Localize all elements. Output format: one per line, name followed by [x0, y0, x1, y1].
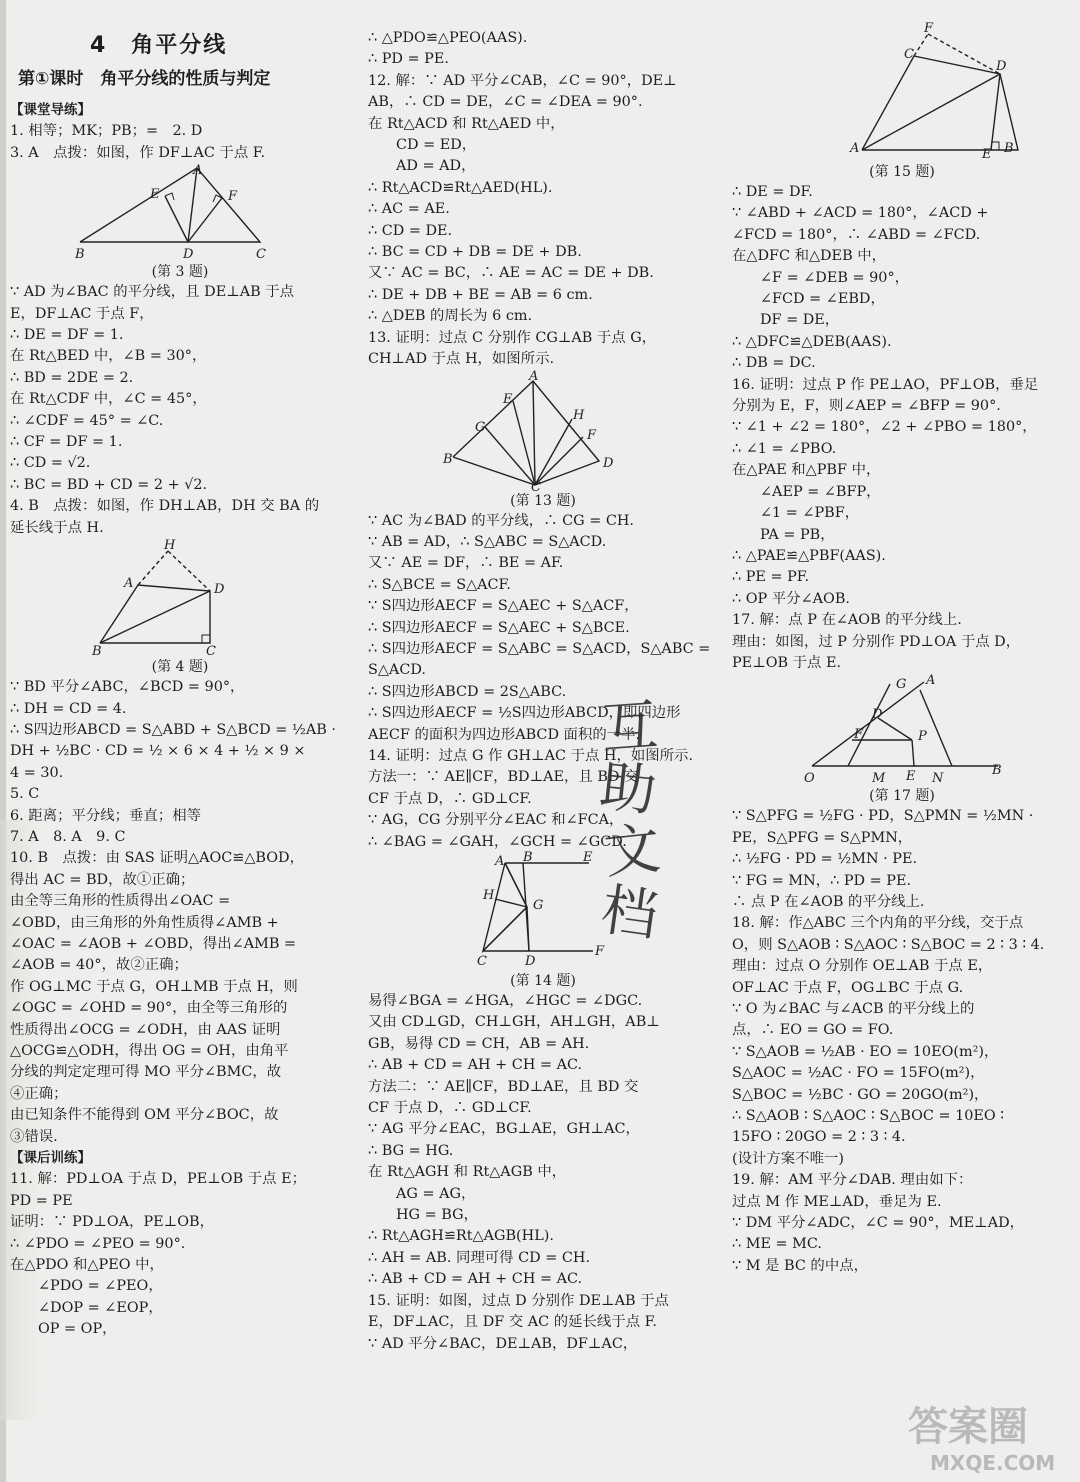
- answer-line: ∴ AC = AE.: [368, 201, 450, 218]
- fig-label: G: [896, 677, 907, 693]
- answer-line: 15. 证明：如图，过点 D 分别作 DE⊥AB 于点: [368, 1292, 669, 1309]
- answers-block: [732, 806, 1072, 1277]
- answer-line: 分线的判定定理可得 MO 平分∠BMC，故: [10, 1064, 282, 1081]
- fig-label: E: [982, 147, 992, 162]
- handwriting-char: 助: [596, 754, 660, 825]
- answer-line: ∵ M 是 BC 的中点，: [732, 1257, 868, 1274]
- fig-label: D: [872, 707, 883, 723]
- answer-line: ∴ ½FG · PD = ½MN · PE.: [732, 851, 918, 868]
- answer-line: ∴ S四边形ABCD = S△ABD + S△BCD = ½AB ·: [10, 721, 336, 738]
- answer-line: ∠OGC = ∠OHD = 90°，由全等三角形的: [10, 1000, 288, 1017]
- fig-label: B: [443, 451, 453, 467]
- answer-line: PA = PB，: [760, 526, 835, 543]
- answer-line: DH + ½BC · CD = ½ × 6 × 4 + ½ × 9 ×: [10, 743, 306, 760]
- answer-line: ∴ △DEB 的周长为 6 cm.: [368, 308, 533, 325]
- answer-line: ∴ S△AOB ∶ S△AOC ∶ S△BOC = 10EO ∶: [732, 1108, 1005, 1125]
- answer-line: ∠PDO = ∠PEO，: [38, 1278, 163, 1295]
- fig-label: F: [587, 427, 597, 443]
- fig-label: A: [529, 368, 539, 384]
- fig-label: E: [583, 850, 593, 865]
- answer-line: ∴ PD = PE.: [368, 51, 449, 68]
- answer-line: CD = ED，: [396, 137, 477, 154]
- answer-line: 17. 解：点 P 在∠AOB 的平分线上.: [732, 612, 962, 629]
- answer-line: 1. 相等；MK；PB；= 2. D: [10, 123, 203, 140]
- answer-line: 6. 距离；平分线；垂直；相等: [10, 807, 201, 824]
- answer-line: ∴ ME = MC.: [732, 1236, 822, 1253]
- fig-label: B: [523, 850, 533, 865]
- figure-caption: (第 17 题): [869, 788, 935, 805]
- answer-line: ∠FCD = 180°，∴ ∠ABD = ∠FCD.: [732, 226, 981, 243]
- fig-label: D: [525, 954, 536, 969]
- fig-label: D: [996, 59, 1007, 74]
- fig-label: A: [495, 854, 505, 869]
- fig-label: H: [164, 538, 176, 554]
- answer-line: 得出 AC = BD，故①正确；: [10, 871, 195, 888]
- answer-line: PD = PE: [10, 1192, 73, 1209]
- answer-line: ∴ S四边形AECF = ½S四边形ABCD，即四边形: [368, 705, 681, 722]
- column-right: [732, 20, 1072, 1277]
- answer-line: ∴ △PAE≌△PBF(AAS).: [732, 547, 886, 564]
- fig-label: C: [531, 479, 541, 495]
- answer-line: ∵ S四边形AECF = S△AEC + S△ACF，: [368, 598, 639, 615]
- answer-line: AB，∴ CD = DE，∠C = ∠DEA = 90°.: [368, 94, 643, 111]
- answer-line: AD = AD，: [396, 158, 476, 175]
- answer-line: 12. 解：∵ AD 平分∠CAB，∠C = 90°，DE⊥: [368, 72, 677, 89]
- fig-label: C: [477, 954, 487, 969]
- answer-line: 15FO ∶ 20GO = 2 ∶ 3 ∶ 4.: [732, 1129, 906, 1146]
- answer-line: 19. 解：AM 平分∠DAB. 理由如下：: [732, 1172, 973, 1189]
- answer-line: 10. B 点拨：由 SAS 证明△AOC≌△BOD，: [10, 850, 304, 867]
- answer-line: ∵ AD 平分∠BAC，DE⊥AB，DF⊥AC，: [368, 1335, 638, 1352]
- answers-block: [732, 182, 1072, 674]
- figure-3: [10, 164, 350, 282]
- figure-caption: (第 13 题): [510, 492, 576, 509]
- answers-block: [10, 1169, 350, 1340]
- answer-line: 理由：如图，过 P 分别作 PD⊥OA 于点 D，: [732, 633, 1021, 650]
- answer-line: ③错误.: [10, 1128, 58, 1145]
- answer-line: ∴ ∠BAG = ∠GAH，∠GCH = ∠GCD.: [368, 833, 627, 850]
- answer-line: 方法二：∵ AE∥CF，BD⊥AE，且 BD 交: [368, 1078, 639, 1095]
- answer-line: ∴ Rt△ACD≌Rt△AED(HL).: [368, 179, 553, 196]
- answer-line: 5. C: [10, 786, 40, 803]
- answer-line: DF = DE，: [760, 312, 840, 329]
- answer-line: ∴ S四边形AECF = S△ABC = S△ACD，S△ABC =: [368, 640, 711, 657]
- answer-line: 4. B 点拨：如图，作 DH⊥AB，DH 交 BA 的: [10, 498, 320, 515]
- fig-label: F: [595, 944, 605, 959]
- fig-label: N: [932, 771, 944, 787]
- answer-line: 在 Rt△AGH 和 Rt△AGB 中，: [368, 1164, 567, 1181]
- answer-line: ∴ △DFC≌△DEB(AAS).: [732, 333, 892, 350]
- answer-line: ∴ PE = PF.: [732, 569, 810, 586]
- answer-line: ∴ 点 P 在∠AOB 的平分线上.: [732, 893, 925, 910]
- fig-label: C: [206, 644, 216, 660]
- answer-line: ∴ S△BCE = S△ACF.: [368, 576, 511, 593]
- answer-line: ∵ AB = AD，∴ S△ABC = S△ACD.: [368, 533, 607, 550]
- lesson-title: 第①课时 角平分线的性质与判定: [18, 69, 271, 89]
- answer-line: (设计方案不唯一): [732, 1150, 844, 1167]
- fig-label: O: [804, 771, 815, 787]
- figure-caption: (第 14 题): [510, 973, 576, 989]
- answer-line: ∵ ∠ABD + ∠ACD = 180°，∠ACD +: [732, 205, 989, 222]
- answer-line: ∵ O 为∠BAC 与∠ACB 的平分线上的: [732, 1001, 975, 1017]
- fig-label: A: [124, 576, 134, 592]
- fig-label: D: [183, 247, 194, 263]
- answer-line: ∵ AG，CG 分别平分∠EAC 和∠FCA，: [368, 812, 624, 829]
- figure-caption: (第 4 题): [151, 659, 209, 676]
- answers-block: [368, 28, 718, 371]
- section-heading-classwork: 【课堂导练】: [10, 102, 91, 118]
- answer-line: ∠FCD = ∠EBD，: [760, 291, 885, 308]
- fig-label: E: [503, 391, 513, 407]
- answer-line: AECF 的面积为四边形ABCD 面积的一半.: [368, 726, 641, 743]
- watermark-url: MXQE.COM: [930, 1451, 1056, 1475]
- answer-line: 由全等三角形的性质得出∠OAC =: [10, 893, 231, 910]
- answer-line: 作 OG⊥MC 于点 G，OH⊥MB 于点 H，则: [10, 978, 298, 995]
- answer-line: ∴ ∠CDF = 45° = ∠C.: [10, 412, 164, 429]
- answer-line: ∠OBD，由三角形的外角性质得∠AMB +: [10, 914, 279, 931]
- answer-line: 理由：过点 O 分别作 OE⊥AB 于点 E，: [732, 958, 993, 975]
- fig-label: F: [228, 189, 238, 205]
- column-left: [10, 100, 350, 1341]
- answer-line: ∵ S△PFG = ½FG · PD，S△PMN = ½MN ·: [732, 808, 1034, 825]
- answer-line: 方法一：∵ AE∥CF，BD⊥AE，且 BD 交: [368, 769, 639, 786]
- fig-label: A: [193, 163, 203, 179]
- answer-line: ∴ DE = DF = 1.: [10, 327, 124, 344]
- answer-line: 又∵ AC = BC，∴ AE = AC = DE + DB.: [368, 265, 654, 282]
- figure-4: [10, 539, 350, 677]
- fig-label: B: [1004, 141, 1014, 156]
- answer-line: ∠DOP = ∠EOP，: [38, 1299, 163, 1316]
- answer-line: 证明：∵ PD⊥OA，PE⊥OB，: [10, 1214, 214, 1231]
- section-title: 4 角平分线: [90, 33, 228, 58]
- answer-line: ∴ ∠PDO = ∠PEO = 90°.: [10, 1235, 186, 1252]
- answer-line: ∴ CD = DE.: [368, 222, 453, 239]
- answer-line: 14. 证明：过点 G 作 GH⊥AC 于点 H，如图所示.: [368, 747, 694, 764]
- answer-line: CF 于点 D，∴ GD⊥CF.: [368, 1100, 532, 1117]
- figure-caption: (第 3 题): [151, 264, 209, 281]
- answer-line: ∴ ∠1 = ∠PBO.: [732, 440, 837, 457]
- answer-line: ∵ S△AOB = ½AB · EO = 10EO(m²)，: [732, 1043, 999, 1060]
- answer-line: 过点 M 作 ME⊥AD，垂足为 E.: [732, 1193, 942, 1210]
- answer-line: ④正确；: [10, 1085, 68, 1102]
- answers-block: [10, 121, 350, 164]
- answer-line: 18. 解：作△ABC 三个内角的平分线，交于点: [732, 915, 1024, 932]
- answer-line: 11. 解：PD⊥OA 于点 D，PE⊥OB 于点 E；: [10, 1171, 306, 1188]
- answer-line: ∵ BD 平分∠ABC，∠BCD = 90°，: [10, 679, 245, 696]
- fig-label: E: [906, 769, 916, 785]
- figure-15: [732, 20, 1072, 182]
- answer-line: S△BOC = ½BC · GO = 20GO(m²)，: [732, 1086, 989, 1103]
- answer-line: PE，S△PFG = S△PMN，: [732, 829, 913, 846]
- handwriting-char: 档: [597, 877, 662, 950]
- figure-13: [368, 368, 718, 511]
- answer-line: ∴ Rt△AGH≌Rt△AGB(HL).: [368, 1228, 554, 1245]
- answer-line: 易得∠BGA = ∠HGA，∠HGC = ∠DGC.: [368, 993, 643, 1009]
- answer-line: 在△PDO 和△PEO 中，: [10, 1257, 164, 1274]
- fig-label: F: [854, 727, 864, 743]
- answer-line: ∠F = ∠DEB = 90°，: [760, 269, 910, 286]
- answer-line: 又由 CD⊥GD，CH⊥GH，AH⊥GH，AB⊥: [368, 1014, 660, 1031]
- answer-line: ∴ △PDO≌△PEO(AAS).: [368, 30, 528, 46]
- answer-line: ∴ AB + CD = AH + CH = AC.: [368, 1271, 583, 1288]
- answer-line: ∴ OP 平分∠AOB.: [732, 590, 850, 607]
- answer-line: S△AOC = ½AC · FO = 15FO(m²)，: [732, 1065, 985, 1082]
- fig-label: C: [256, 247, 266, 263]
- answer-line: △OCG≌△ODH，得出 OG = OH，由角平: [10, 1043, 289, 1059]
- answer-line: ∴ DB = DC.: [732, 355, 816, 372]
- answer-line: O，则 S△AOB ∶ S△AOC ∶ S△BOC = 2 ∶ 3 ∶ 4.: [732, 936, 1045, 953]
- figure-17: [732, 674, 1072, 806]
- answer-line: AG = AG，: [396, 1185, 476, 1202]
- answer-line: ∴ DH = CD = 4.: [10, 700, 127, 717]
- answer-line: ∴ BC = CD + DB = DE + DB.: [368, 244, 582, 261]
- answer-line: 13. 证明：过点 C 分别作 CG⊥AB 于点 G，: [368, 329, 657, 346]
- answer-line: E，DF⊥AC，且 DF 交 AC 的延长线于点 F.: [368, 1314, 657, 1331]
- answer-line: 在△PAE 和△PBF 中，: [732, 462, 881, 479]
- fig-label: B: [992, 763, 1002, 779]
- fig-label: P: [918, 729, 927, 745]
- answer-line: ∵ DM 平分∠ADC，∠C = 90°，ME⊥AD，: [732, 1215, 1025, 1232]
- answers-block: [10, 282, 350, 539]
- answer-line: 16. 证明：过点 P 作 PE⊥AO，PF⊥OB，垂足: [732, 376, 1039, 393]
- fig-label: A: [850, 141, 860, 156]
- answer-line: 在 Rt△CDF 中，∠C = 45°，: [10, 391, 207, 408]
- answer-line: 又∵ AE = DF，∴ BE = AF.: [368, 555, 564, 572]
- answer-line: OF⊥AC 于点 F，OG⊥BC 于点 G.: [732, 979, 964, 996]
- answer-line: ∠AOB = 40°，故②正确；: [10, 957, 188, 974]
- fig-label: A: [926, 673, 936, 689]
- answer-line: GB，易得 CD = CH，AB = AH.: [368, 1035, 590, 1052]
- answer-line: 在△DFC 和△DEB 中，: [732, 248, 886, 265]
- fig-label: F: [924, 21, 934, 36]
- answer-line: ∴ CF = DF = 1.: [10, 434, 123, 451]
- answer-line: S△ACD.: [368, 662, 426, 679]
- answers-block: [368, 991, 718, 1355]
- answer-line: PE⊥OB 于点 E.: [732, 654, 842, 671]
- section-heading-homework: 【课后训练】: [10, 1150, 91, 1167]
- answer-line: ∵ AC 为∠BAD 的平分线，∴ CG = CH.: [368, 512, 635, 529]
- answer-line: ∴ AB + CD = AH + CH = AC.: [368, 1057, 583, 1074]
- fig-label: G: [533, 898, 544, 913]
- watermark-title: 答案圈: [908, 1404, 1028, 1450]
- answer-line: CF 于点 D，∴ GD⊥CF.: [368, 790, 532, 807]
- answer-line: ∴ S四边形ABCD = 2S△ABC.: [368, 683, 567, 700]
- handwriting-char: 互: [599, 693, 661, 762]
- answer-line: 由已知条件不能得到 OM 平分∠BOC，故: [10, 1107, 279, 1124]
- figure-caption: (第 15 题): [869, 164, 935, 180]
- fig-label: D: [603, 455, 614, 471]
- answer-line: ∵ ∠1 + ∠2 = 180°，∠2 + ∠PBO = 180°，: [732, 419, 1037, 436]
- fig-label: M: [872, 771, 886, 787]
- answer-line: ∴ CD = √2.: [10, 455, 91, 472]
- fig-label: C: [904, 47, 914, 62]
- fig-label: E: [150, 187, 160, 203]
- answer-line: OP = OP，: [38, 1321, 117, 1338]
- answer-line: 7. A 8. A 9. C: [10, 828, 126, 845]
- answer-line: 分别为 E，F，则∠AEP = ∠BFP = 90°.: [732, 398, 1001, 415]
- answer-line: ∴ DE + DB + BE = AB = 6 cm.: [368, 286, 593, 303]
- fig-label: B: [75, 247, 85, 263]
- answer-line: ∴ S四边形AECF = S△AEC + S△BCE.: [368, 619, 630, 636]
- answer-line: ∠AEP = ∠BFP，: [760, 483, 881, 500]
- answer-line: E，DF⊥AC 于点 F，: [10, 305, 154, 322]
- answer-line: ∴ DE = DF.: [732, 184, 813, 200]
- answer-line: ∠OAC = ∠AOB + ∠OBD，得出∠AMB =: [10, 935, 297, 952]
- answer-line: ∠1 = ∠PBF，: [760, 505, 860, 522]
- answer-line: 点，∴ EO = GO = FO.: [732, 1022, 894, 1039]
- answer-line: ∴ BD = 2DE = 2.: [10, 369, 134, 386]
- answer-line: CH⊥AD 于点 H，如图所示.: [368, 351, 555, 368]
- answer-line: 延长线于点 H.: [10, 519, 104, 536]
- answer-line: 4 = 30.: [10, 764, 64, 781]
- fig-label: B: [92, 644, 102, 660]
- answer-line: ∴ BC = BD + CD = 2 + √2.: [10, 476, 208, 493]
- answer-line: ∵ AG 平分∠EAC，BG⊥AE，GH⊥AC，: [368, 1121, 640, 1138]
- handwriting-overlay: [590, 690, 680, 950]
- answer-line: ∴ AH = AB. 同理可得 CD = CH.: [368, 1249, 591, 1266]
- answer-line: 3. A 点拨：如图，作 DF⊥AC 于点 F.: [10, 144, 266, 161]
- site-watermark: [900, 1396, 1075, 1476]
- answer-line: ∵ FG = MN，∴ PD = PE.: [732, 872, 912, 889]
- answer-line: HG = BG，: [396, 1207, 478, 1224]
- answer-line: 性质得出∠OCG = ∠ODH，由 AAS 证明: [10, 1021, 281, 1038]
- answer-line: ∴ BG = HG.: [368, 1142, 454, 1159]
- handwriting-char: 文: [600, 816, 664, 887]
- fig-label: H: [573, 407, 585, 423]
- fig-label: G: [475, 419, 486, 435]
- fig-label: H: [483, 888, 495, 903]
- answers-block: [10, 677, 350, 1148]
- answer-line: 在 Rt△BED 中，∠B = 30°，: [10, 348, 207, 365]
- answer-line: ∵ AD 为∠BAC 的平分线，且 DE⊥AB 于点: [10, 284, 295, 301]
- answer-line: 在 Rt△ACD 和 Rt△AED 中，: [368, 115, 565, 132]
- fig-label: D: [214, 582, 225, 598]
